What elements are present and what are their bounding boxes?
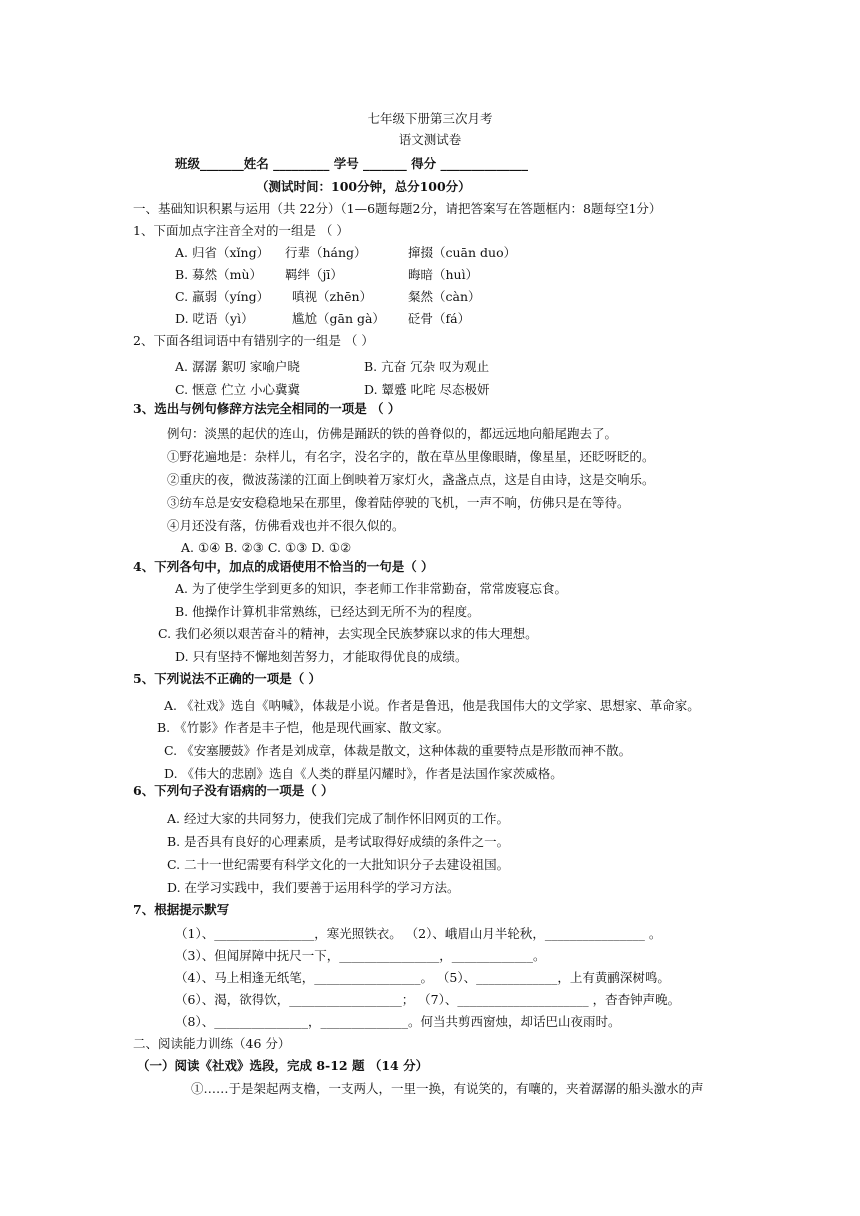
q3-item-4: ④月还没有落，仿佛看戏也并不很久似的。 bbox=[167, 518, 405, 533]
q1-a-2: 行辈（háng） bbox=[285, 245, 367, 260]
q7-line-5: （8）、_______________，______________。何当共剪西窗烛，却话巴山夜雨时。 bbox=[175, 1014, 621, 1029]
q5-option-c: C. 《安塞腰鼓》作者是刘成章，体裁是散文，这种体裁的重要特点是形散而神不散。 bbox=[164, 743, 632, 758]
q7-line-3: （4）、马上相逢无纸笔，_________________。 （5）、_____________，上有黄鹂深树鸣。 bbox=[175, 970, 670, 985]
q1-b-1: B. 募然（mù） bbox=[175, 267, 263, 282]
q3-item-3: ③纺车总是安安稳稳地呆在那里，像着陆停驶的飞机，一声不响，仿佛只是在等待。 bbox=[167, 495, 630, 510]
q3-stem: 3、选出与例句修辞方法完全相同的一项是 （ ） bbox=[133, 401, 401, 416]
q6-option-d: D. 在学习实践中，我们要善于运用科学的学习方法。 bbox=[167, 880, 460, 895]
exam-title: 七年级下册第三次月考 bbox=[367, 111, 493, 126]
q2-option-c: C. 惬意 伫立 小心冀冀 bbox=[175, 382, 301, 397]
student-info-line: 班级_______姓名 _________ 学号 _______ 得分 ______________ bbox=[175, 156, 529, 171]
q7-stem: 7、根据提示默写 bbox=[133, 902, 230, 917]
q4-option-a: A. 为了使学生学到更多的知识，李老师工作非常勤奋，常常废寝忘食。 bbox=[175, 581, 567, 596]
q5-option-d: D. 《伟大的悲剧》选自《人类的群星闪耀时》，作者是法国作家茨威格。 bbox=[164, 766, 563, 781]
q1-d-3: 砭骨（fá） bbox=[408, 311, 471, 326]
q1-d-1: D. 呓语（yì） bbox=[175, 311, 254, 326]
q1-stem: 1、下面加点字注音全对的一组是 （ ） bbox=[133, 223, 349, 238]
q4-stem: 4、下列各句中，加点的成语使用不恰当的一句是（ ） bbox=[133, 559, 434, 574]
q6-option-c: C. 二十一世纪需要有科学文化的一大批知识分子去建设祖国。 bbox=[167, 857, 510, 872]
q2-option-b: B. 亢奋 冗杂 叹为观止 bbox=[364, 359, 490, 374]
q7-line-4: （6）、渴，欲得饮，__________________； （7）、_____________________ ，杳杳钟声晚。 bbox=[175, 992, 681, 1007]
q1-c-1: C. 羸弱（yíng） bbox=[175, 289, 270, 304]
q3-item-2: ②重庆的夜，微波荡漾的江面上倒映着万家灯火，盏盏点点，这是自由诗，这是交响乐。 bbox=[167, 472, 655, 487]
q6-option-a: A. 经过大家的共同努力，使我们完成了制作怀旧网页的工作。 bbox=[167, 811, 509, 826]
q4-option-c: C. 我们必须以艰苦奋斗的精神，去实现全民族梦寐以求的伟大理想。 bbox=[158, 626, 538, 641]
q1-b-3: 晦暗（huì） bbox=[408, 267, 479, 282]
q5-option-a: A. 《社戏》选自《呐喊》，体裁是小说。作者是鲁迅，他是我国伟大的文学家、思想家、革命家。 bbox=[164, 698, 700, 713]
q5-option-b: B. 《竹影》作者是丰子恺，他是现代画家、散文家。 bbox=[157, 720, 450, 735]
q7-line-2: （3）、但闻屏障中抚尺一下，________________，_____________。 bbox=[175, 948, 546, 963]
q1-a-1: A. 归省（xǐng） bbox=[175, 245, 270, 260]
q1-b-2: 羁绊（jī） bbox=[285, 267, 343, 282]
q1-d-2: 尴尬（gān gà） bbox=[292, 311, 385, 326]
q6-option-b: B. 是否具有良好的心理素质，是考试取得好成绩的条件之一。 bbox=[167, 834, 510, 849]
q1-c-2: 嗔视（zhēn） bbox=[292, 289, 373, 304]
passage-paragraph-1: ①……于是架起两支橹，一支两人，一里一换，有说笑的，有嚷的，夹着潺潺的船头激水的声 bbox=[191, 1081, 704, 1096]
q1-a-3: 撺掇（cuān duo） bbox=[408, 245, 517, 260]
q7-line-1: （1）、________________，寒光照铁衣。 （2）、峨眉山月半轮秋，________________ 。 bbox=[175, 926, 662, 941]
q2-option-a: A. 潺潺 絮叨 家喻户晓 bbox=[175, 359, 300, 374]
q3-item-1: ①野花遍地是：杂样儿，有名字，没名字的，散在草丛里像眼睛，像星星，还眨呀眨的。 bbox=[167, 449, 655, 464]
q2-option-d: D. 颦蹙 叱咤 尽态极妍 bbox=[364, 382, 490, 397]
q4-option-b: B. 他操作计算机非常熟练，已经达到无所不为的程度。 bbox=[175, 604, 480, 619]
exam-time-info: （测试时间：100分钟，总分100分） bbox=[256, 179, 471, 194]
q1-c-3: 粲然（càn） bbox=[408, 289, 481, 304]
q4-option-d: D. 只有坚持不懈地刻苦努力，才能取得优良的成绩。 bbox=[175, 649, 468, 664]
reading-part1-title: （一）阅读《社戏》选段，完成 8-12 题 （14 分） bbox=[137, 1058, 429, 1073]
q5-stem: 5、下列说法不正确的一项是（ ） bbox=[133, 671, 322, 686]
section2-title: 二、阅读能力训练（46 分） bbox=[133, 1036, 291, 1051]
section1-title: 一、基础知识积累与运用（共 22分）（1—6题每题2分，请把答案写在答题框内：8题每空1分） bbox=[133, 201, 662, 216]
q2-stem: 2、下面各组词语中有错别字的一组是 （ ） bbox=[133, 333, 374, 348]
q3-example: 例句：淡黑的起伏的连山，仿佛是踊跃的铁的兽脊似的，都远远地向船尾跑去了。 bbox=[167, 426, 618, 441]
q3-options: A. ①④ B. ②③ C. ①③ D. ①② bbox=[181, 540, 352, 555]
q6-stem: 6、下列句子没有语病的一项是（ ） bbox=[133, 783, 334, 798]
exam-subtitle: 语文测试卷 bbox=[398, 132, 462, 147]
